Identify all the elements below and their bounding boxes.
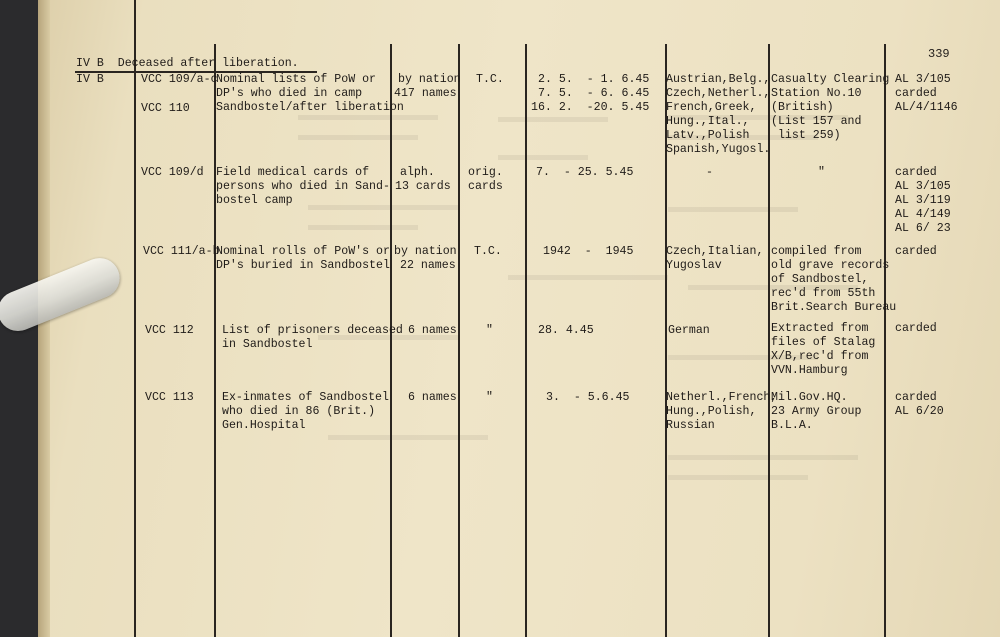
entry-dates: 1942 - 1945	[543, 245, 634, 258]
entry-dates: 7. - 25. 5.45	[536, 166, 634, 179]
entry-source: 23 Army Group	[771, 405, 862, 418]
entry-description: Field medical cards of	[216, 166, 370, 179]
entry-dates: 7. 5. - 6. 6.45	[538, 87, 650, 100]
entry-remarks: carded	[895, 322, 937, 335]
entry-nationalities: Hung.,Ital.,	[666, 115, 750, 128]
entry-description: Nominal lists of PoW or	[216, 73, 377, 86]
entry-source: VVN.Hamburg	[771, 364, 848, 377]
entry-reference: VCC 110	[141, 102, 190, 115]
entry-remarks: AL 3/105	[895, 180, 951, 193]
entry-description: Sandbostel/after liberation	[216, 101, 404, 114]
entry-reference: VCC 111/a-b	[143, 245, 220, 258]
column-rule	[214, 44, 216, 637]
entry-source: of Sandbostel,	[771, 273, 869, 286]
entry-nationalities: Netherl.,French,	[666, 391, 778, 404]
entry-source: Extracted from	[771, 322, 869, 335]
entry-source: "	[818, 166, 825, 179]
entry-nationalities: Russian	[666, 419, 715, 432]
entry-remarks: AL/4/1146	[895, 101, 958, 114]
entry-arrangement: 13 cards	[395, 180, 451, 193]
column-rule	[525, 44, 527, 637]
entry-remarks: AL 4/149	[895, 208, 951, 221]
entry-description: DP's who died in camp	[216, 87, 363, 100]
entry-description: Nominal rolls of PoW's or	[216, 245, 390, 258]
entry-nationalities: Yugoslav	[666, 259, 722, 272]
entry-remarks: carded	[895, 245, 937, 258]
column-rule	[458, 44, 460, 637]
entry-nationalities: Hung.,Polish,	[666, 405, 757, 418]
entry-source: list 259)	[771, 129, 841, 142]
entry-arrangement: 417 names	[394, 87, 457, 100]
entry-reference: VCC 109/a-c	[141, 73, 218, 86]
entry-form: "	[486, 324, 493, 337]
entry-nationalities: Spanish,Yugosl.	[666, 143, 771, 156]
entry-source: B.L.A.	[771, 419, 813, 432]
entry-nationalities: Czech,Netherl.,	[666, 87, 771, 100]
entry-remarks: carded	[895, 87, 937, 100]
entry-source: (List 157 and	[771, 115, 862, 128]
entry-source: Mil.Gov.HQ.	[771, 391, 848, 404]
column-rule	[390, 44, 392, 637]
entry-source: X/B,rec'd from	[771, 350, 869, 363]
column-rule	[884, 44, 886, 637]
entry-nationalities: French,Greek,	[666, 101, 757, 114]
entry-description: bostel camp	[216, 194, 293, 207]
column-rule	[134, 0, 136, 637]
entry-dates: 3. - 5.6.45	[546, 391, 630, 404]
entry-description: in Sandbostel	[222, 338, 313, 351]
entry-remarks: AL 6/20	[895, 405, 944, 418]
entry-source: rec'd from 55th	[771, 287, 876, 300]
ledger-page	[38, 0, 1000, 637]
entry-arrangement: 6 names	[408, 324, 457, 337]
entry-reference: VCC 113	[145, 391, 194, 404]
entry-remarks: AL 3/105	[895, 73, 951, 86]
entry-reference: VCC 109/d	[141, 166, 204, 179]
entry-description: Gen.Hospital	[222, 419, 306, 432]
entry-description: who died in 86 (Brit.)	[222, 405, 376, 418]
entry-source: compiled from	[771, 245, 862, 258]
entry-source: Casualty Clearing	[771, 73, 890, 86]
entry-nationalities: Czech,Italian,	[666, 245, 764, 258]
entry-remarks: carded	[895, 391, 937, 404]
entry-dates: 16. 2. -20. 5.45	[531, 101, 650, 114]
entry-arrangement: by nation	[394, 245, 457, 258]
entry-description: persons who died in Sand-	[216, 180, 390, 193]
entry-nationalities: German	[668, 324, 710, 337]
entry-remarks: carded	[895, 166, 937, 179]
entry-form: cards	[468, 180, 503, 193]
entry-description: Ex-inmates of Sandbostel	[222, 391, 389, 404]
entry-section-code: IV B	[76, 73, 104, 86]
entry-description: List of prisoners deceased	[222, 324, 403, 337]
entry-form: orig.	[468, 166, 503, 179]
entry-description: DP's buried in Sandbostel	[216, 259, 390, 272]
entry-dates: 28. 4.45	[538, 324, 594, 337]
entry-source: Station No.10	[771, 87, 862, 100]
entry-form: T.C.	[474, 245, 502, 258]
entry-nationalities: -	[706, 166, 713, 179]
entry-dates: 2. 5. - 1. 6.45	[538, 73, 650, 86]
column-rule	[768, 44, 770, 637]
entry-arrangement: 6 names	[408, 391, 457, 404]
page-number: 339	[928, 47, 950, 61]
section-title: IV B Deceased after liberation.	[76, 57, 299, 70]
entry-source: old grave records	[771, 259, 890, 272]
entry-nationalities: Austrian,Belg.,	[666, 73, 771, 86]
entry-source: files of Stalag	[771, 336, 876, 349]
entry-form: "	[486, 391, 493, 404]
entry-form: T.C.	[476, 73, 504, 86]
entry-reference: VCC 112	[145, 324, 194, 337]
entry-remarks: AL 6/ 23	[895, 222, 951, 235]
entry-arrangement: 22 names	[400, 259, 456, 272]
entry-source: (British)	[771, 101, 834, 114]
entry-remarks: AL 3/119	[895, 194, 951, 207]
entry-arrangement: by nation	[398, 73, 461, 86]
entry-source: Brit.Search Bureau	[771, 301, 897, 314]
entry-arrangement: alph.	[400, 166, 435, 179]
entry-nationalities: Latv.,Polish	[666, 129, 750, 142]
